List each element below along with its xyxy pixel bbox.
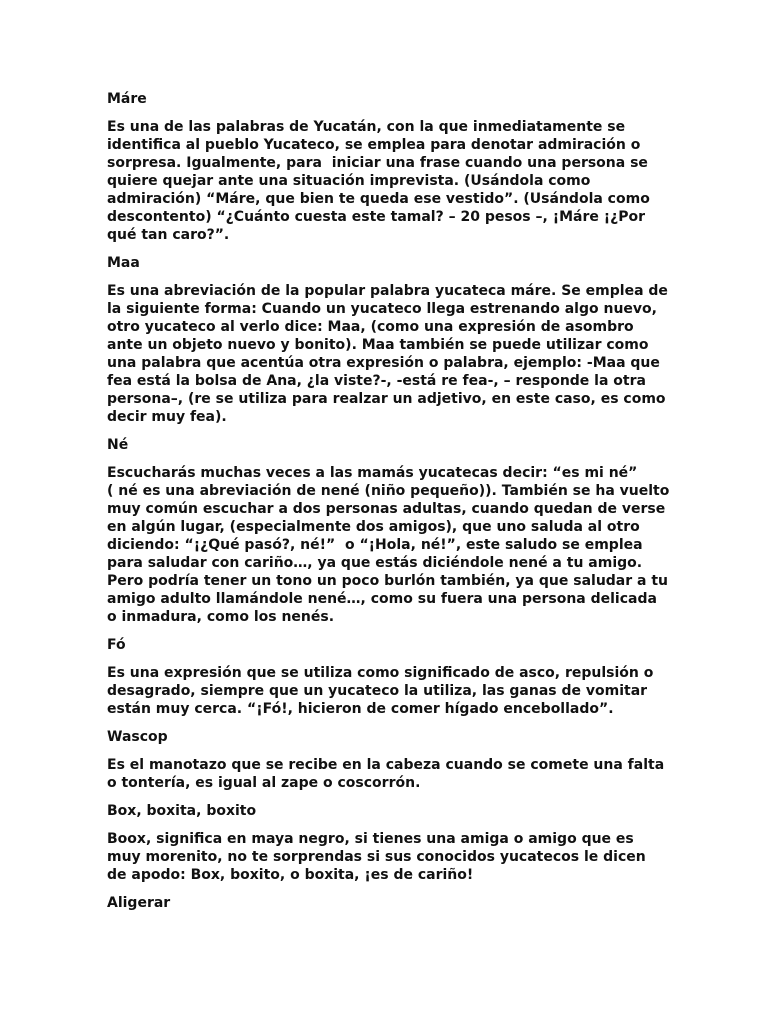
text-line: Pero podría tener un tono un poco burlón también, ya que saludar a tu <box>107 573 669 589</box>
entry-box <box>107 802 667 884</box>
text-line: fea está la bolsa de Ana, ¿la viste?-, -está re fea-, – responde la otra <box>107 373 646 389</box>
text-line: una palabra que acentúa otra expresión o palabra, ejemplo: -Maa que <box>107 355 660 371</box>
text-line: admiración) “Máre, que bien te queda ese vestido”. (Usándola como <box>107 191 650 207</box>
text-line: quiere quejar ante una situación imprevista. (Usándola como <box>107 173 591 189</box>
definition-paragraph <box>107 830 667 884</box>
text-line: identifica al pueblo Yucateco, se emplea para denotar admiración o <box>107 137 641 153</box>
text-line: descontento) “¿Cuánto cuesta este tamal? – 20 pesos –, ¡Máre ¡¿Por <box>107 209 646 225</box>
term-heading: Aligerar <box>107 895 171 911</box>
entry-ne <box>107 436 670 626</box>
text-line: Es el manotazo que se recibe en la cabeza cuando se comete una falta <box>107 757 665 773</box>
definition-paragraph <box>107 664 667 718</box>
document-page <box>107 90 670 922</box>
definition-paragraph <box>107 464 670 626</box>
text-line: sorpresa. Igualmente, para iniciar una frase cuando una persona se <box>107 155 648 171</box>
text-line: en algún lugar, (especialmente dos amigos), que uno saluda al otro <box>107 519 640 535</box>
text-line: muy morenito, no te sorprendas si sus conocidos yucatecos le dicen <box>107 849 646 865</box>
term-heading: Fó <box>107 637 126 653</box>
text-line: Es una de las palabras de Yucatán, con la que inmediatamente se <box>107 119 626 135</box>
text-line: o tontería, es igual al zape o coscorrón. <box>107 775 421 791</box>
entry-aligerar <box>107 894 667 912</box>
term-heading: Wascop <box>107 729 168 745</box>
text-line: están muy cerca. “¡Fó!, hicieron de comer hígado encebollado”. <box>107 701 614 717</box>
text-line: ( né es una abreviación de nené (niño pequeño)). También se ha vuelto <box>107 483 670 499</box>
entry-maa <box>107 254 667 426</box>
text-line: diciendo: “¡¿Qué pasó?, né!” o “¡Hola, né!”, este saludo se emplea <box>107 537 643 553</box>
text-line: qué tan caro?”. <box>107 227 230 243</box>
text-line: Es una expresión que se utiliza como significado de asco, repulsión o <box>107 665 654 681</box>
definition-paragraph <box>107 282 667 426</box>
text-line: de apodo: Box, boxito, o boxita, ¡es de cariño! <box>107 867 474 883</box>
text-line: amigo adulto llamándole nené…, como su fuera una persona delicada <box>107 591 657 607</box>
text-line: para saludar con cariño…, ya que estás diciéndole nené a tu amigo. <box>107 555 643 571</box>
text-line: ante un objeto nuevo y bonito). Maa también se puede utilizar como <box>107 337 649 353</box>
entry-mare <box>107 90 667 244</box>
entry-wascop <box>107 728 667 792</box>
text-line: muy común escuchar a dos personas adultas, cuando quedan de verse <box>107 501 666 517</box>
text-line: Escucharás muchas veces a las mamás yucatecas decir: “es mi né” <box>107 465 638 481</box>
term-heading: Máre <box>107 91 147 107</box>
text-line: Es una abreviación de la popular palabra yucateca máre. Se emplea de <box>107 283 668 299</box>
text-line: Boox, significa en maya negro, si tienes una amiga o amigo que es <box>107 831 634 847</box>
term-heading: Né <box>107 437 129 453</box>
text-line: o inmadura, como los nenés. <box>107 609 335 625</box>
definition-paragraph <box>107 118 667 244</box>
text-line: persona–, (re se utiliza para realzar un adjetivo, en este caso, es como <box>107 391 666 407</box>
entry-fo <box>107 636 667 718</box>
text-line: otro yucateco al verlo dice: Maa, (como una expresión de asombro <box>107 319 634 335</box>
text-line: desagrado, siempre que un yucateco la utiliza, las ganas de vomitar <box>107 683 648 699</box>
definition-paragraph <box>107 756 667 792</box>
text-line: la siguiente forma: Cuando un yucateco llega estrenando algo nuevo, <box>107 301 657 317</box>
term-heading: Box, boxita, boxito <box>107 803 257 819</box>
term-heading: Maa <box>107 255 140 271</box>
text-line: decir muy fea). <box>107 409 227 425</box>
